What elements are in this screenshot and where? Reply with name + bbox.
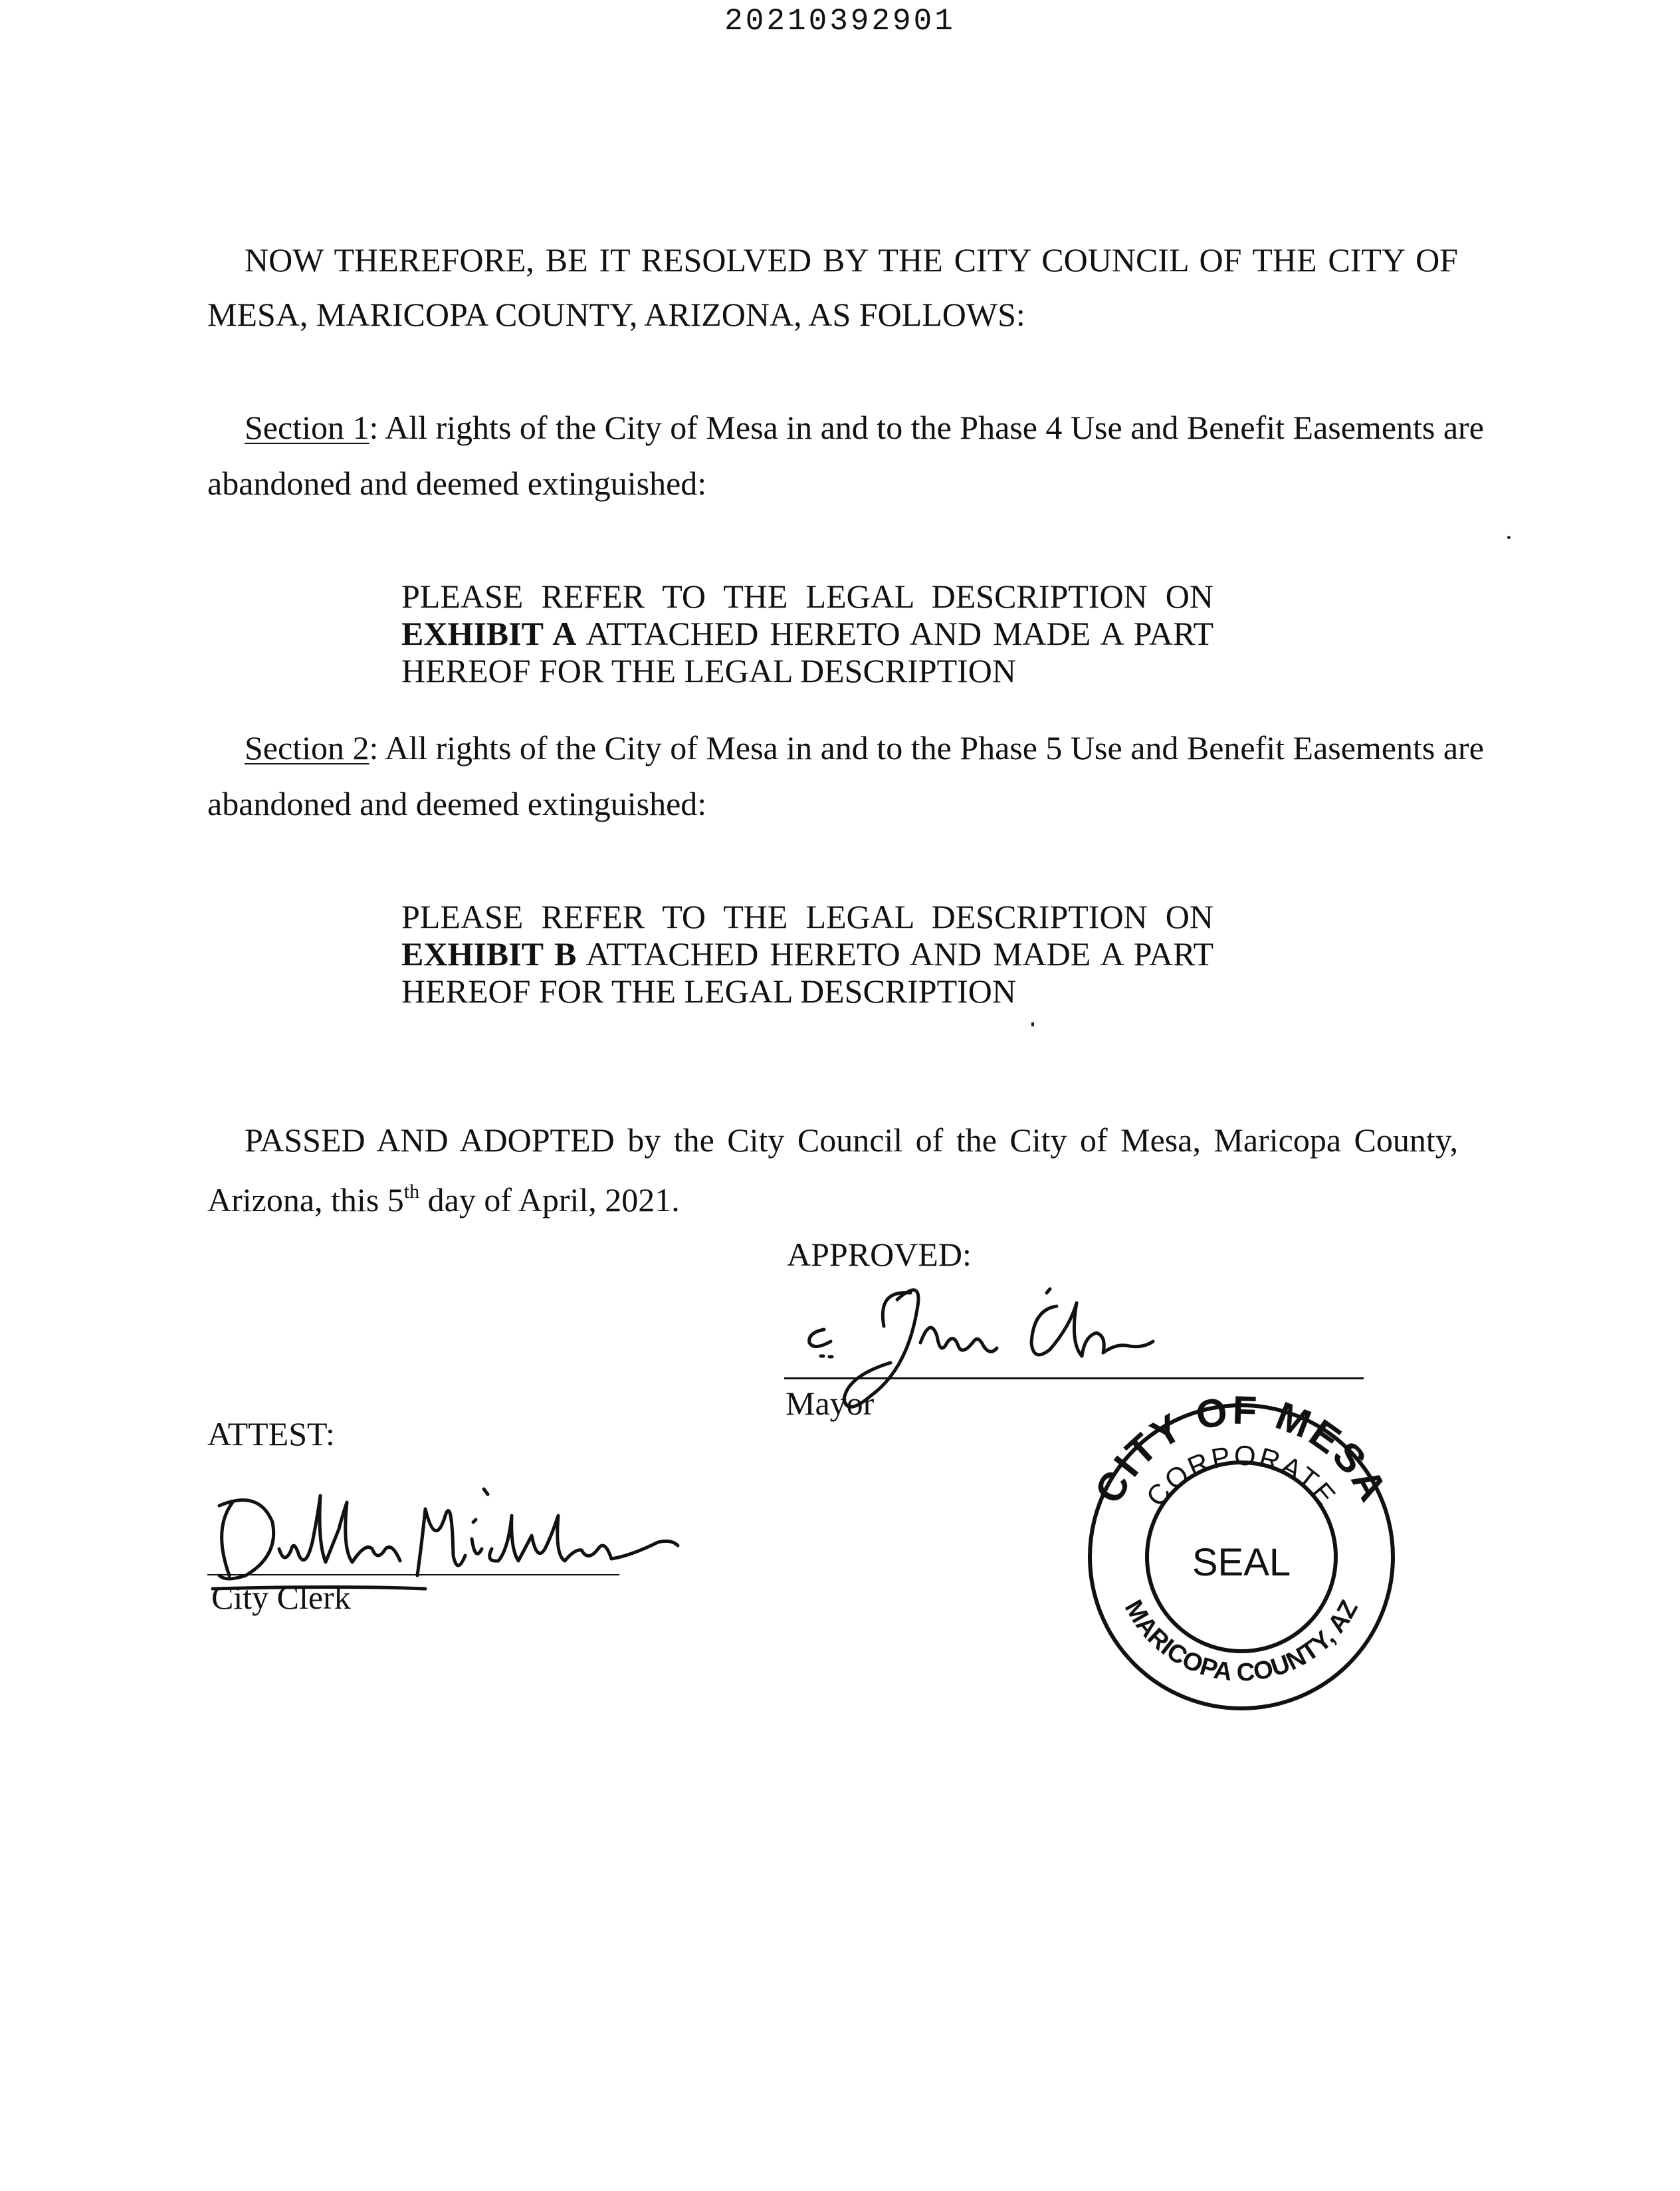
section-2-label: Section 2: [245, 729, 369, 766]
passed-date-prefix: Arizona, this 5: [207, 1181, 404, 1218]
exhibit-b-reference-line-2: [401, 935, 1213, 973]
exhibit-a-reference-line-3: HEREOF FOR THE LEGAL DESCRIPTION: [401, 652, 1017, 689]
section-1-label: Section 1: [245, 409, 369, 446]
scan-speck: [1507, 536, 1511, 539]
exhibit-b-label: EXHIBIT B: [401, 935, 577, 973]
clerk-title: City Clerk: [211, 1579, 351, 1616]
exhibit-a-reference-line-1: PLEASE REFER TO THE LEGAL DESCRIPTION ON: [401, 578, 1213, 615]
seal-bottom-text: MARICOPA COUNTY, AZ: [1118, 1595, 1364, 1687]
exhibit-a-label: EXHIBIT A: [401, 615, 577, 652]
resolution-clause-line-1: NOW THEREFORE, BE IT RESOLVED BY THE CITY COUNCIL OF THE CITY OF: [245, 241, 1458, 279]
passed-date-rest: day of April, 2021.: [419, 1181, 680, 1218]
passed-date-suffix: th: [403, 1181, 420, 1203]
section-1-line-1: [245, 408, 1484, 447]
city-corporate-seal: [1082, 1387, 1401, 1716]
passed-adopted-line-1: PASSED AND ADOPTED by the City Council of the City of Mesa, Maricopa County,: [245, 1121, 1458, 1159]
approved-label: APPROVED:: [787, 1236, 972, 1273]
section-2-line-1: [245, 729, 1484, 767]
passed-adopted-line-2: [207, 1181, 680, 1219]
section-1-text: : All rights of the City of Mesa in and to the Phase 4 Use and Benefit Easements are: [369, 409, 1484, 446]
mayor-title: Mayor: [786, 1385, 875, 1422]
recording-number: 20210392901: [724, 4, 956, 39]
exhibit-b-reference-text: ATTACHED HERETO AND MADE A PART: [576, 935, 1213, 973]
seal-middle-text: CORPORATE: [1140, 1439, 1343, 1512]
section-2-line-2: abandoned and deemed extinguished:: [207, 785, 707, 822]
exhibit-a-reference-text: ATTACHED HERETO AND MADE A PART: [576, 615, 1213, 652]
exhibit-b-reference-line-3: HEREOF FOR THE LEGAL DESCRIPTION: [401, 973, 1017, 1010]
seal-outer-text: CITY OF MESA: [1086, 1387, 1397, 1511]
attest-label: ATTEST:: [207, 1415, 335, 1452]
resolution-clause-line-2: MESA, MARICOPA COUNTY, ARIZONA, AS FOLLOWS:: [207, 296, 1025, 333]
exhibit-b-reference-line-1: PLEASE REFER TO THE LEGAL DESCRIPTION ON: [401, 898, 1213, 935]
svg-text:MARICOPA COUNTY, AZ: [1119, 1595, 1364, 1686]
section-2-text: : All rights of the City of Mesa in and to the Phase 5 Use and Benefit Easements are: [369, 729, 1484, 766]
exhibit-a-reference-line-2: [401, 614, 1213, 653]
section-1-line-2: abandoned and deemed extinguished:: [207, 465, 707, 502]
seal-center-text: SEAL: [1192, 1541, 1291, 1584]
scan-speck: [1031, 1022, 1034, 1026]
city-clerk-signature: [206, 1476, 751, 1595]
